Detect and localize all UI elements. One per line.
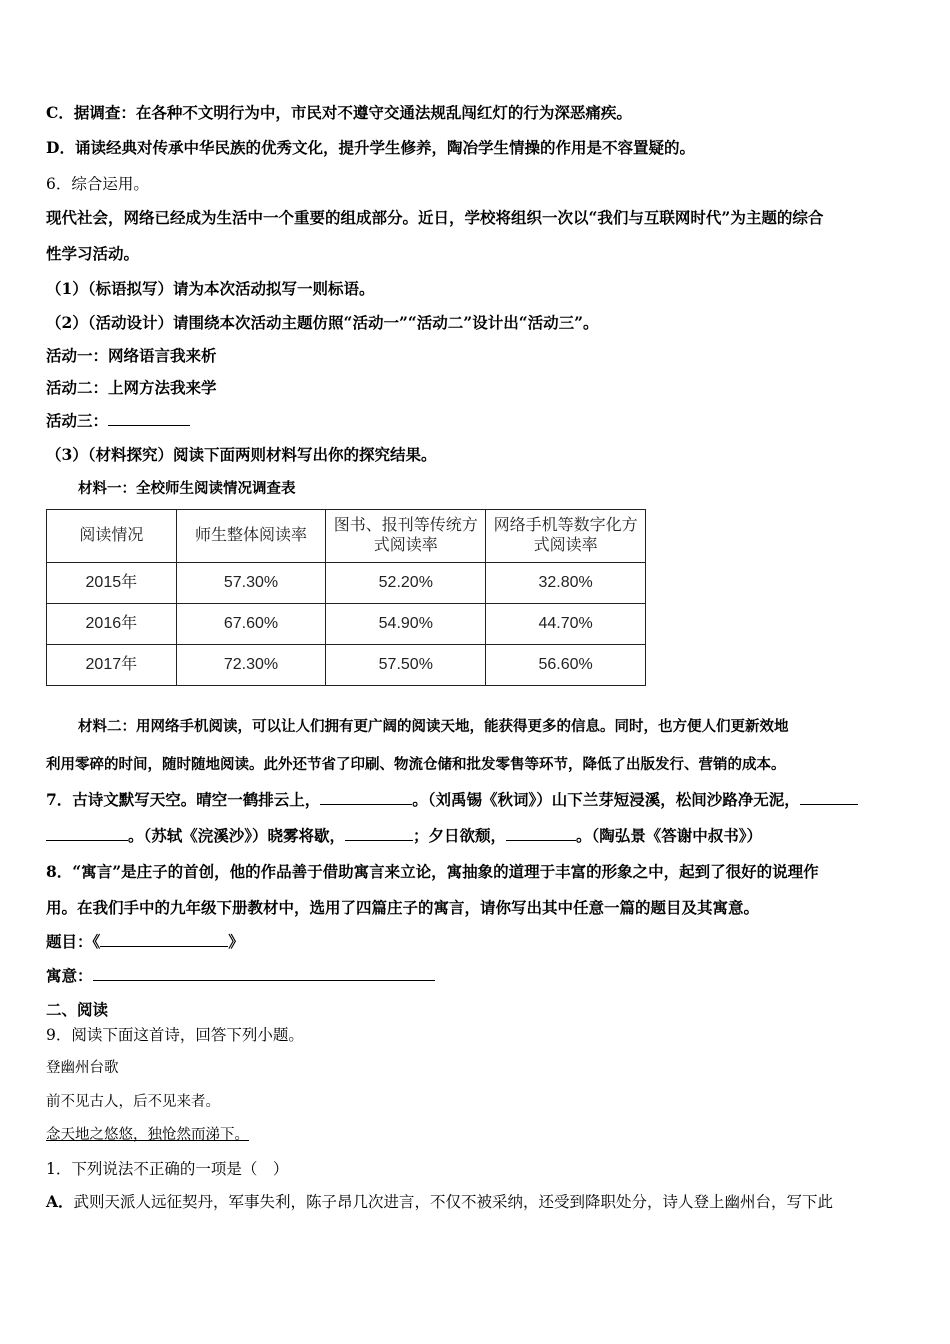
option-c-text: 据调查：在各种不文明行为中，市民对不遵守交通法规乱闯红灯的行为深恶痛疾。 <box>73 103 632 122</box>
table-cell: 57.30% <box>176 563 326 604</box>
table-row <box>47 563 646 604</box>
poem-line2: 念天地之悠悠，独怆然而涕下。 <box>46 1127 249 1143</box>
q6-title: 6．综合运用。 <box>46 175 149 193</box>
q7-part5: 。（陶弘景《答谢中叔书》） <box>576 826 763 845</box>
q7-blank-2b[interactable] <box>46 826 128 841</box>
option-d-text: 诵读经典对传承中华民族的优秀文化，提升学生修养，陶冶学生情操的作用是不容置疑的。 <box>74 138 695 157</box>
q7-blank-1[interactable] <box>320 790 412 805</box>
q7-blank-2a[interactable] <box>800 790 858 805</box>
q7-blank-3[interactable] <box>345 826 413 841</box>
table-cell: 54.90% <box>326 604 486 645</box>
q7-blank-4[interactable] <box>506 826 576 841</box>
table-row <box>47 604 646 645</box>
section-heading: 二、阅读 <box>46 1000 109 1019</box>
option-c <box>46 103 632 123</box>
option-d <box>46 138 695 158</box>
q7-part2: 。（刘禹锡《秋词》）山下兰芽短浸溪，松间沙路净无泥， <box>412 790 800 809</box>
table-cell: 56.60% <box>486 645 646 686</box>
q6-intro-line2: 性学习活动。 <box>46 244 140 263</box>
option-a-text: 武则天派人远征契丹，军事失利，陈子昂几次进言，不仅不被采纳，还受到降职处分，诗人登上幽州台，写下此 <box>73 1193 834 1211</box>
q8-meaning-label: 寓意： <box>46 966 93 985</box>
q8-meaning-blank[interactable] <box>93 966 435 981</box>
table-header-cell: 图书、报刊等传统方式阅读率 <box>326 510 486 563</box>
material-2-line1: 材料二：用网络手机阅读，可以让人们拥有更广阔的阅读天地，能获得更多的信息。同时，也方便人们更新效地 <box>78 718 789 735</box>
table-cell: 2017年 <box>47 645 177 686</box>
table-cell: 32.80% <box>486 563 646 604</box>
q6-intro-line1: 现代社会，网络已经成为生活中一个重要的组成部分。近日，学校将组织一次以“我们与互联网时代”为主题的综合 <box>46 208 824 227</box>
activity-3-label: 活动三： <box>46 411 109 430</box>
q7-line1 <box>46 790 858 810</box>
option-d-label: D． <box>46 138 75 157</box>
activity-3 <box>46 411 190 431</box>
q6-sub1: （1）（标语拟写）请为本次活动拟写一则标语。 <box>46 279 375 298</box>
activity-3-blank[interactable] <box>108 411 190 426</box>
q8-line1: 8．“寓言”是庄子的首创，他的作品善于借助寓言来立论，寓抽象的道理于丰富的形象之中，起到了很好的说理作 <box>46 862 819 881</box>
reading-survey-table <box>46 509 646 686</box>
table-header-cell: 网络手机等数字化方式阅读率 <box>486 510 646 563</box>
q8-title-blank[interactable] <box>100 932 228 947</box>
q6-sub2: （2）（活动设计）请围绕本次活动主题仿照“活动一”“活动二”设计出“活动三”。 <box>46 313 599 332</box>
table-row <box>47 645 646 686</box>
sub-question-1: 1．下列说法不正确的一项是（ ） <box>46 1160 289 1178</box>
q8-meaning-row <box>46 966 435 986</box>
q7-part1: 7．古诗文默写天空。晴空一鹤排云上， <box>46 790 321 809</box>
q6-sub3: （3）（材料探究）阅读下面两则材料写出你的探究结果。 <box>46 445 437 464</box>
table-cell: 2015年 <box>47 563 177 604</box>
activity-1: 活动一：网络语言我来析 <box>46 346 217 365</box>
table-cell: 2016年 <box>47 604 177 645</box>
table-header-row <box>47 510 646 563</box>
q7-part3: 。（苏轼《浣溪沙》）晓雾将歇， <box>128 826 346 845</box>
q8-title-row <box>46 932 244 952</box>
option-a-label: A． <box>46 1192 74 1211</box>
material-2-line2: 利用零碎的时间，随时随地阅读。此外还节省了印刷、物流仓储和批发零售等环节，降低了出版发行、营销的成本。 <box>46 756 786 773</box>
q7-part4: ；夕日欲颓， <box>413 826 507 845</box>
poem-title: 登幽州台歌 <box>46 1060 119 1076</box>
table-cell: 67.60% <box>176 604 326 645</box>
table-cell: 57.50% <box>326 645 486 686</box>
table-header-cell: 师生整体阅读率 <box>176 510 326 563</box>
q8-line2: 用。在我们手中的九年级下册教材中，选用了四篇庄子的寓言，请你写出其中任意一篇的题目及其寓意。 <box>46 898 760 917</box>
table-cell: 52.20% <box>326 563 486 604</box>
material-1-title: 材料一：全校师生阅读情况调查表 <box>78 480 296 497</box>
table-header-cell: 阅读情况 <box>47 510 177 563</box>
poem-line1: 前不见古人，后不见来者。 <box>46 1094 220 1110</box>
q7-line2 <box>46 826 762 846</box>
q8-title-close: 》 <box>228 932 244 951</box>
table-cell: 72.30% <box>176 645 326 686</box>
q9-title: 9．阅读下面这首诗，回答下列小题。 <box>46 1026 304 1044</box>
option-a <box>46 1192 833 1212</box>
q8-title-label: 题目：《 <box>46 932 101 951</box>
option-c-label: C． <box>46 103 74 122</box>
activity-2: 活动二：上网方法我来学 <box>46 378 217 397</box>
table-cell: 44.70% <box>486 604 646 645</box>
